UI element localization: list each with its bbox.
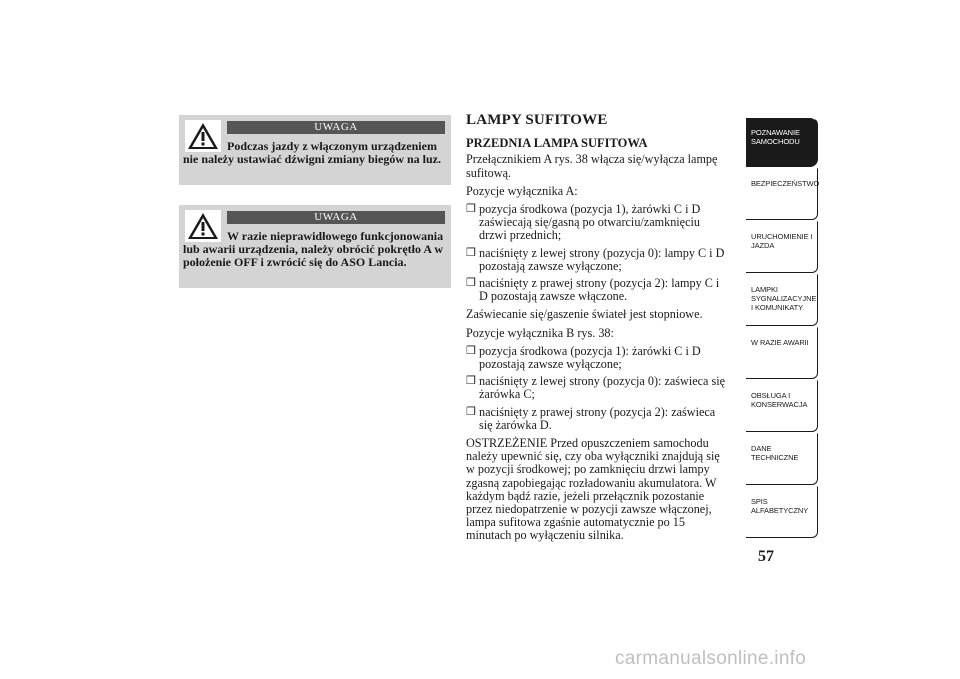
checkbox-bullet-icon: ❒ [466,375,476,388]
warning-box-2 [179,205,451,288]
list-item: ❒ naciśnięty z prawej strony (pozycja 2): lampy C i D pozostają zawsze włączone. [466,276,720,304]
tab-bezpieczenstwo[interactable]: BEZPIECZEŃSTWO [746,168,818,220]
page-number: 57 [758,548,774,565]
tab-uruchomienie-i-jazda[interactable]: URUCHOMIENIE I JAZDA [746,221,818,273]
switch-b-list [466,345,728,432]
warning-header: UWAGA [227,121,445,134]
checkbox-bullet-icon: ❒ [466,277,476,290]
section-title: LAMPY SUFITOWE [466,112,608,128]
tab-obsluga-i-konserwacja[interactable]: OBSŁUGA I KONSERWACJA [746,380,818,432]
checkbox-bullet-icon: ❒ [466,246,476,259]
warning-triangle-icon [185,210,221,242]
tab-lampki-sygnalizacyjne[interactable]: LAMPKI SYGNALIZACYJNE I KOMUNIKATY [746,274,818,326]
warning-box-1 [179,115,451,185]
warning-label: OSTRZEŻENIE [466,436,548,451]
tab-poznawanie-samochodu[interactable]: POZNAWANIE SAMOCHODU [746,117,818,167]
chapter-tabs [746,117,818,539]
subsection-title: PRZEDNIA LAMPA SUFITOWA [466,136,648,151]
checkbox-bullet-icon: ❒ [466,405,476,418]
list-item: ❒ pozycja środkowa (pozycja 1), żarówki C i D zaświecają się/gasną po otwarciu/zamknięciu drzwi przednich; [466,202,701,243]
watermark: carmanualsonline.info [615,648,807,669]
warning-triangle-icon [185,120,221,152]
tab-w-razie-awarii[interactable]: W RAZIE AWARII [746,327,818,379]
warning-text: Podczas jazdy z włączonym urządzeniem nie należy ustawiać dźwigni zmiany biegów na luz. [183,139,442,166]
tab-spis-alfabetyczny[interactable]: SPIS ALFABETYCZNY [746,486,818,538]
warning-text: W razie nieprawidłowego funkcjonowania lub awarii urządzenia, należy obrócić pokrętło A w położenie OFF i zwrócić się do ASO Lancia. [183,229,444,269]
checkbox-bullet-icon: ❒ [466,203,476,216]
list-item: ❒ naciśnięty z lewej strony (pozycja 0): lampy C i D pozostają zawsze wyłączone; [466,245,725,273]
list-item: ❒ naciśnięty z prawej strony (pozycja 2): zaświeca się żarówka D. [466,404,716,432]
list-item: ❒ pozycja środkowa (pozycja 1): żarówki C i D pozostają zawsze wyłączone; [466,343,701,372]
switch-b-heading: Pozycje wyłącznika B rys. 38: [466,325,614,340]
warning-note-text: Przed opuszczeniem samochodu należy upewnić się, czy oba wyłączniki znajdują się w pozycji środkowej; po zamknięciu drzwi lampy zgasną zapobiegając rozładowaniu akumulatora. W każdym bądź razie, jeżeli przełącznik pozostanie przez niedopatrzenie w pozycji zawsze włączonej, lampa sufitowa zgaśnie automatycznie po 15 minutach po wyłączeniu silnika. [466,436,720,543]
switch-a-heading: Pozycje wyłącznika A: [466,183,578,198]
switch-a-list [466,203,728,303]
checkbox-bullet-icon: ❒ [466,344,476,357]
main-content [466,114,728,548]
warning-note [466,437,728,543]
list-item: ❒ naciśnięty z lewej strony (pozycja 0): zaświeca się żarówka C; [466,374,726,402]
fade-note: Zaświecanie się/gaszenie świateł jest stopniowe. [466,307,703,322]
warning-header: UWAGA [227,211,445,224]
tab-dane-techniczne[interactable]: DANE TECHNICZNE [746,433,818,485]
intro-paragraph: Przełącznikiem A rys. 38 włącza się/wyłącza lampę sufitową. [466,152,718,180]
